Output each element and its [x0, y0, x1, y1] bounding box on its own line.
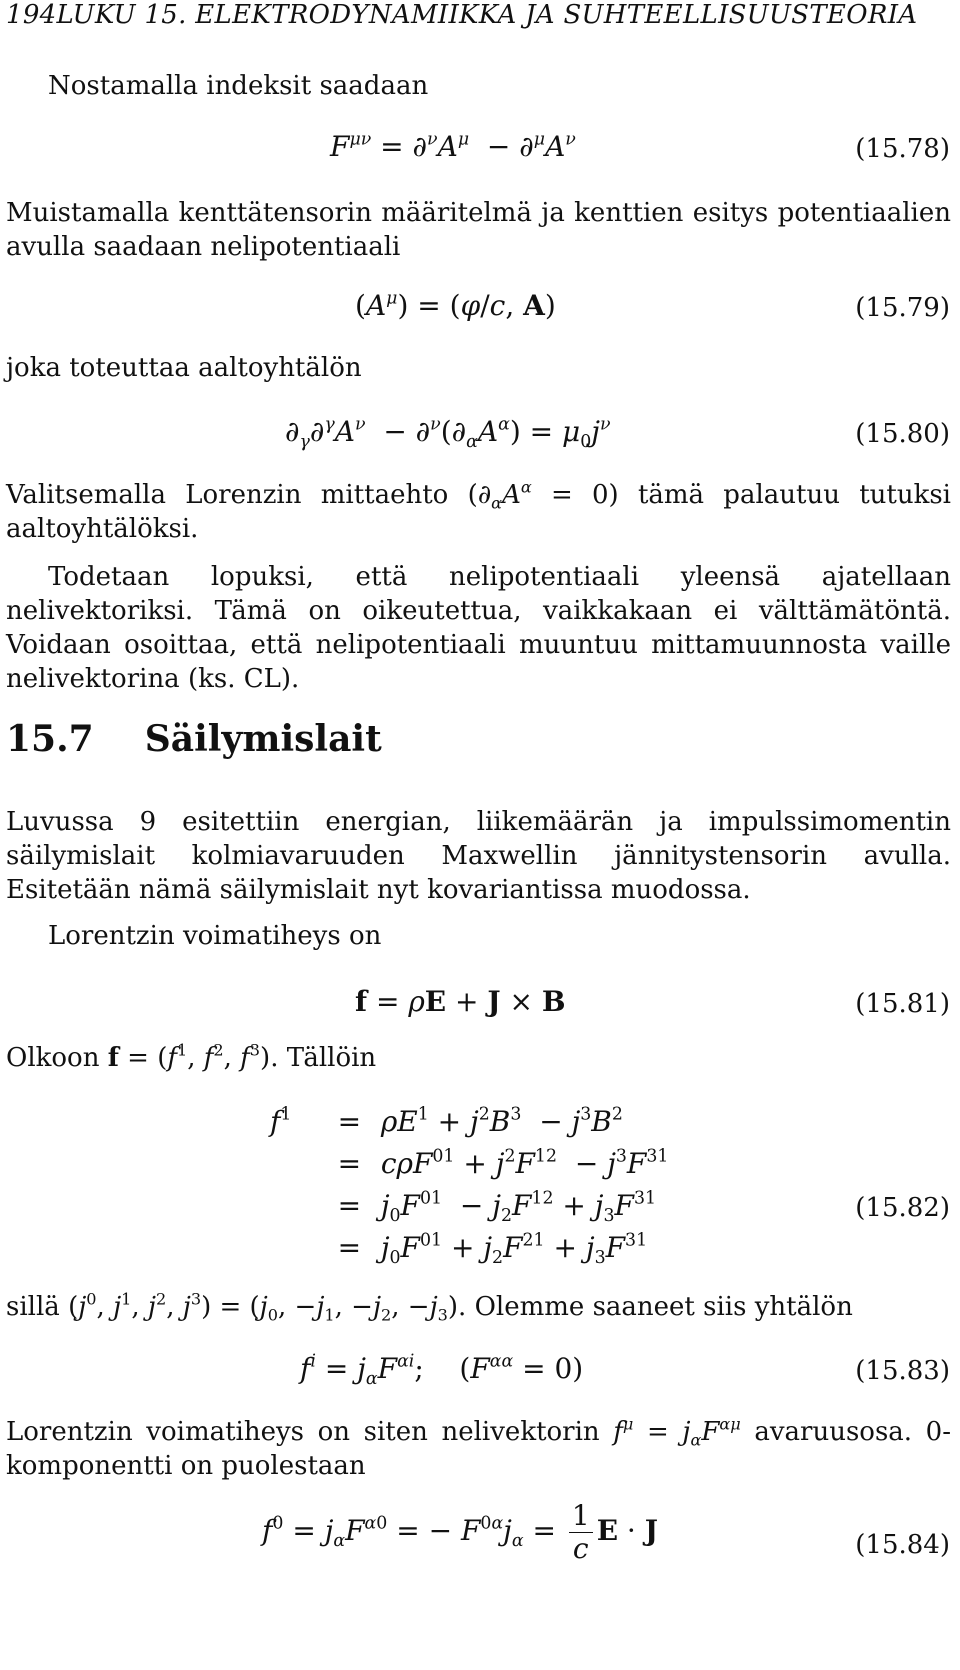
equation-15-80: $\partial_\gamma\partial^\gamma A^\nu - \partial^\nu(\partial_\alpha A^\alpha) = \mu_0j^\nu$: [285, 414, 611, 453]
paragraph-nelipotentiaali: Muistamalla kenttätensorin määritelmä ja kenttien esitys potentiaalien avulla saadaan nelipotentiaali: [6, 198, 951, 262]
paragraph-raising-indices: Nostamalla indeksit saadaan: [48, 71, 429, 101]
equation-number-15-78: (15.78): [855, 134, 950, 164]
equation-15-79: $(A^\mu) = (\varphi/c$, A): [355, 288, 556, 322]
fraction-one-over-c: $\frac{1}{c}$: [569, 1500, 593, 1565]
header-text: 194LUKU 15. ELEKTRODYNAMIIKKA JA SUHTEELLISUUSTEORIA: [6, 0, 918, 30]
paragraph-silla: [6, 1289, 853, 1325]
lorenz-condition: $\partial_\alpha A^\alpha$: [477, 477, 532, 513]
lorenz-text-b: = 0) tämä palautuu tutuksi aaltoyhtälöksi.: [6, 480, 951, 544]
section-heading: [6, 718, 382, 760]
paragraph-lorenz-gauge: [6, 478, 951, 546]
current-relation: ($j^0$, $j^1$, $j^2$, $j^3) = (j_0$, $-j_1$, $-j_2$, $-j_3$).: [68, 1289, 467, 1325]
equation-15-83: $f^i = j_\alpha F^{\alpha i}$; $(F^{\alpha\alpha} = 0)$: [300, 1351, 584, 1390]
paragraph-olkoon: [6, 1040, 377, 1073]
paragraph-four-vector-note: Todetaan lopuksi, että nelipotentiaali yleensä ajatellaan nelivektoriksi. Tämä on oikeutettua, vaikkakaan ei välttämätöntä. Voidaan osoittaa, että nelipotentiaali muuntuu mittamuunnosta vaille nelivektorina (ks. CL).: [6, 562, 951, 694]
four-force-expression: $f^\mu = j_\alpha F^{\alpha\mu}$: [613, 1414, 741, 1450]
equation-number-15-79: (15.79): [855, 293, 950, 323]
equation-number-15-83: (15.83): [855, 1356, 950, 1386]
olemme-text: Olemme saaneet siis yhtälön: [474, 1292, 853, 1322]
equation-number-15-80: (15.80): [855, 419, 950, 449]
equation-15-81: f = ρE + J × B: [355, 985, 566, 1018]
section-number: 15.7: [6, 718, 94, 760]
equation-15-82-row-4: = $j_0F^{01} + j_2F^{21} + j_3F^{31}$: [337, 1230, 648, 1269]
paragraph-conservation-laws: Luvussa 9 esitettiin energian, liikemäärän ja impulssimomentin säilymislait kolmiavaruuden Maxwellin jännitystensorin avulla. Esitetään nämä säilymislait nyt kovariantissa muodossa.: [6, 807, 951, 905]
four-force-text-b: avaruusosa. 0-komponentti on puolestaan: [6, 1417, 952, 1481]
running-header: [6, 0, 917, 30]
equation-number-15-84: (15.84): [855, 1530, 950, 1560]
section-title: Säilymislait: [144, 718, 382, 760]
paragraph-wave-equation-intro: joka toteuttaa aaltoyhtälön: [6, 353, 362, 383]
tallolloin-text: Tällöin: [286, 1043, 377, 1073]
lorenz-text-a: Valitsemalla Lorenzin mittaehto (: [6, 480, 478, 510]
equation-15-84: $f^0 = j_\alpha F^{\alpha 0}$ = − $F^{0\alpha}j_\alpha$ = $\frac{1}{c}$ E · J: [262, 1499, 658, 1565]
equation-15-82-row-2: = $c\rho F^{01} + j^2F^{12} - j^3F^{31}$: [337, 1146, 669, 1180]
equation-15-82-row-3: = $j_0F^{01} - j_2F^{12} + j_3F^{31}$: [337, 1188, 657, 1227]
silla-text: sillä: [6, 1292, 60, 1322]
equation-number-15-82: (15.82): [855, 1193, 950, 1223]
equation-15-82-row-1: $f^1 = \rho E^1 + j^2B^3 - j^3B^2$: [270, 1104, 623, 1138]
olkoon-text: Olkoon: [6, 1043, 100, 1073]
paragraph-lorentz-force-intro: Lorentzin voimatiheys on: [48, 921, 382, 951]
paragraph-four-force: [6, 1415, 951, 1483]
force-components: $f = (f^1$, $f^2$, $f^3$).: [107, 1040, 279, 1073]
equation-number-15-81: (15.81): [855, 989, 950, 1019]
equation-15-78: $F^{\mu\nu} = \partial^\nu A^\mu - \partial^\mu A^\nu$: [330, 129, 576, 163]
four-force-text-a: Lorentzin voimatiheys on siten nelivektorin: [6, 1417, 600, 1447]
